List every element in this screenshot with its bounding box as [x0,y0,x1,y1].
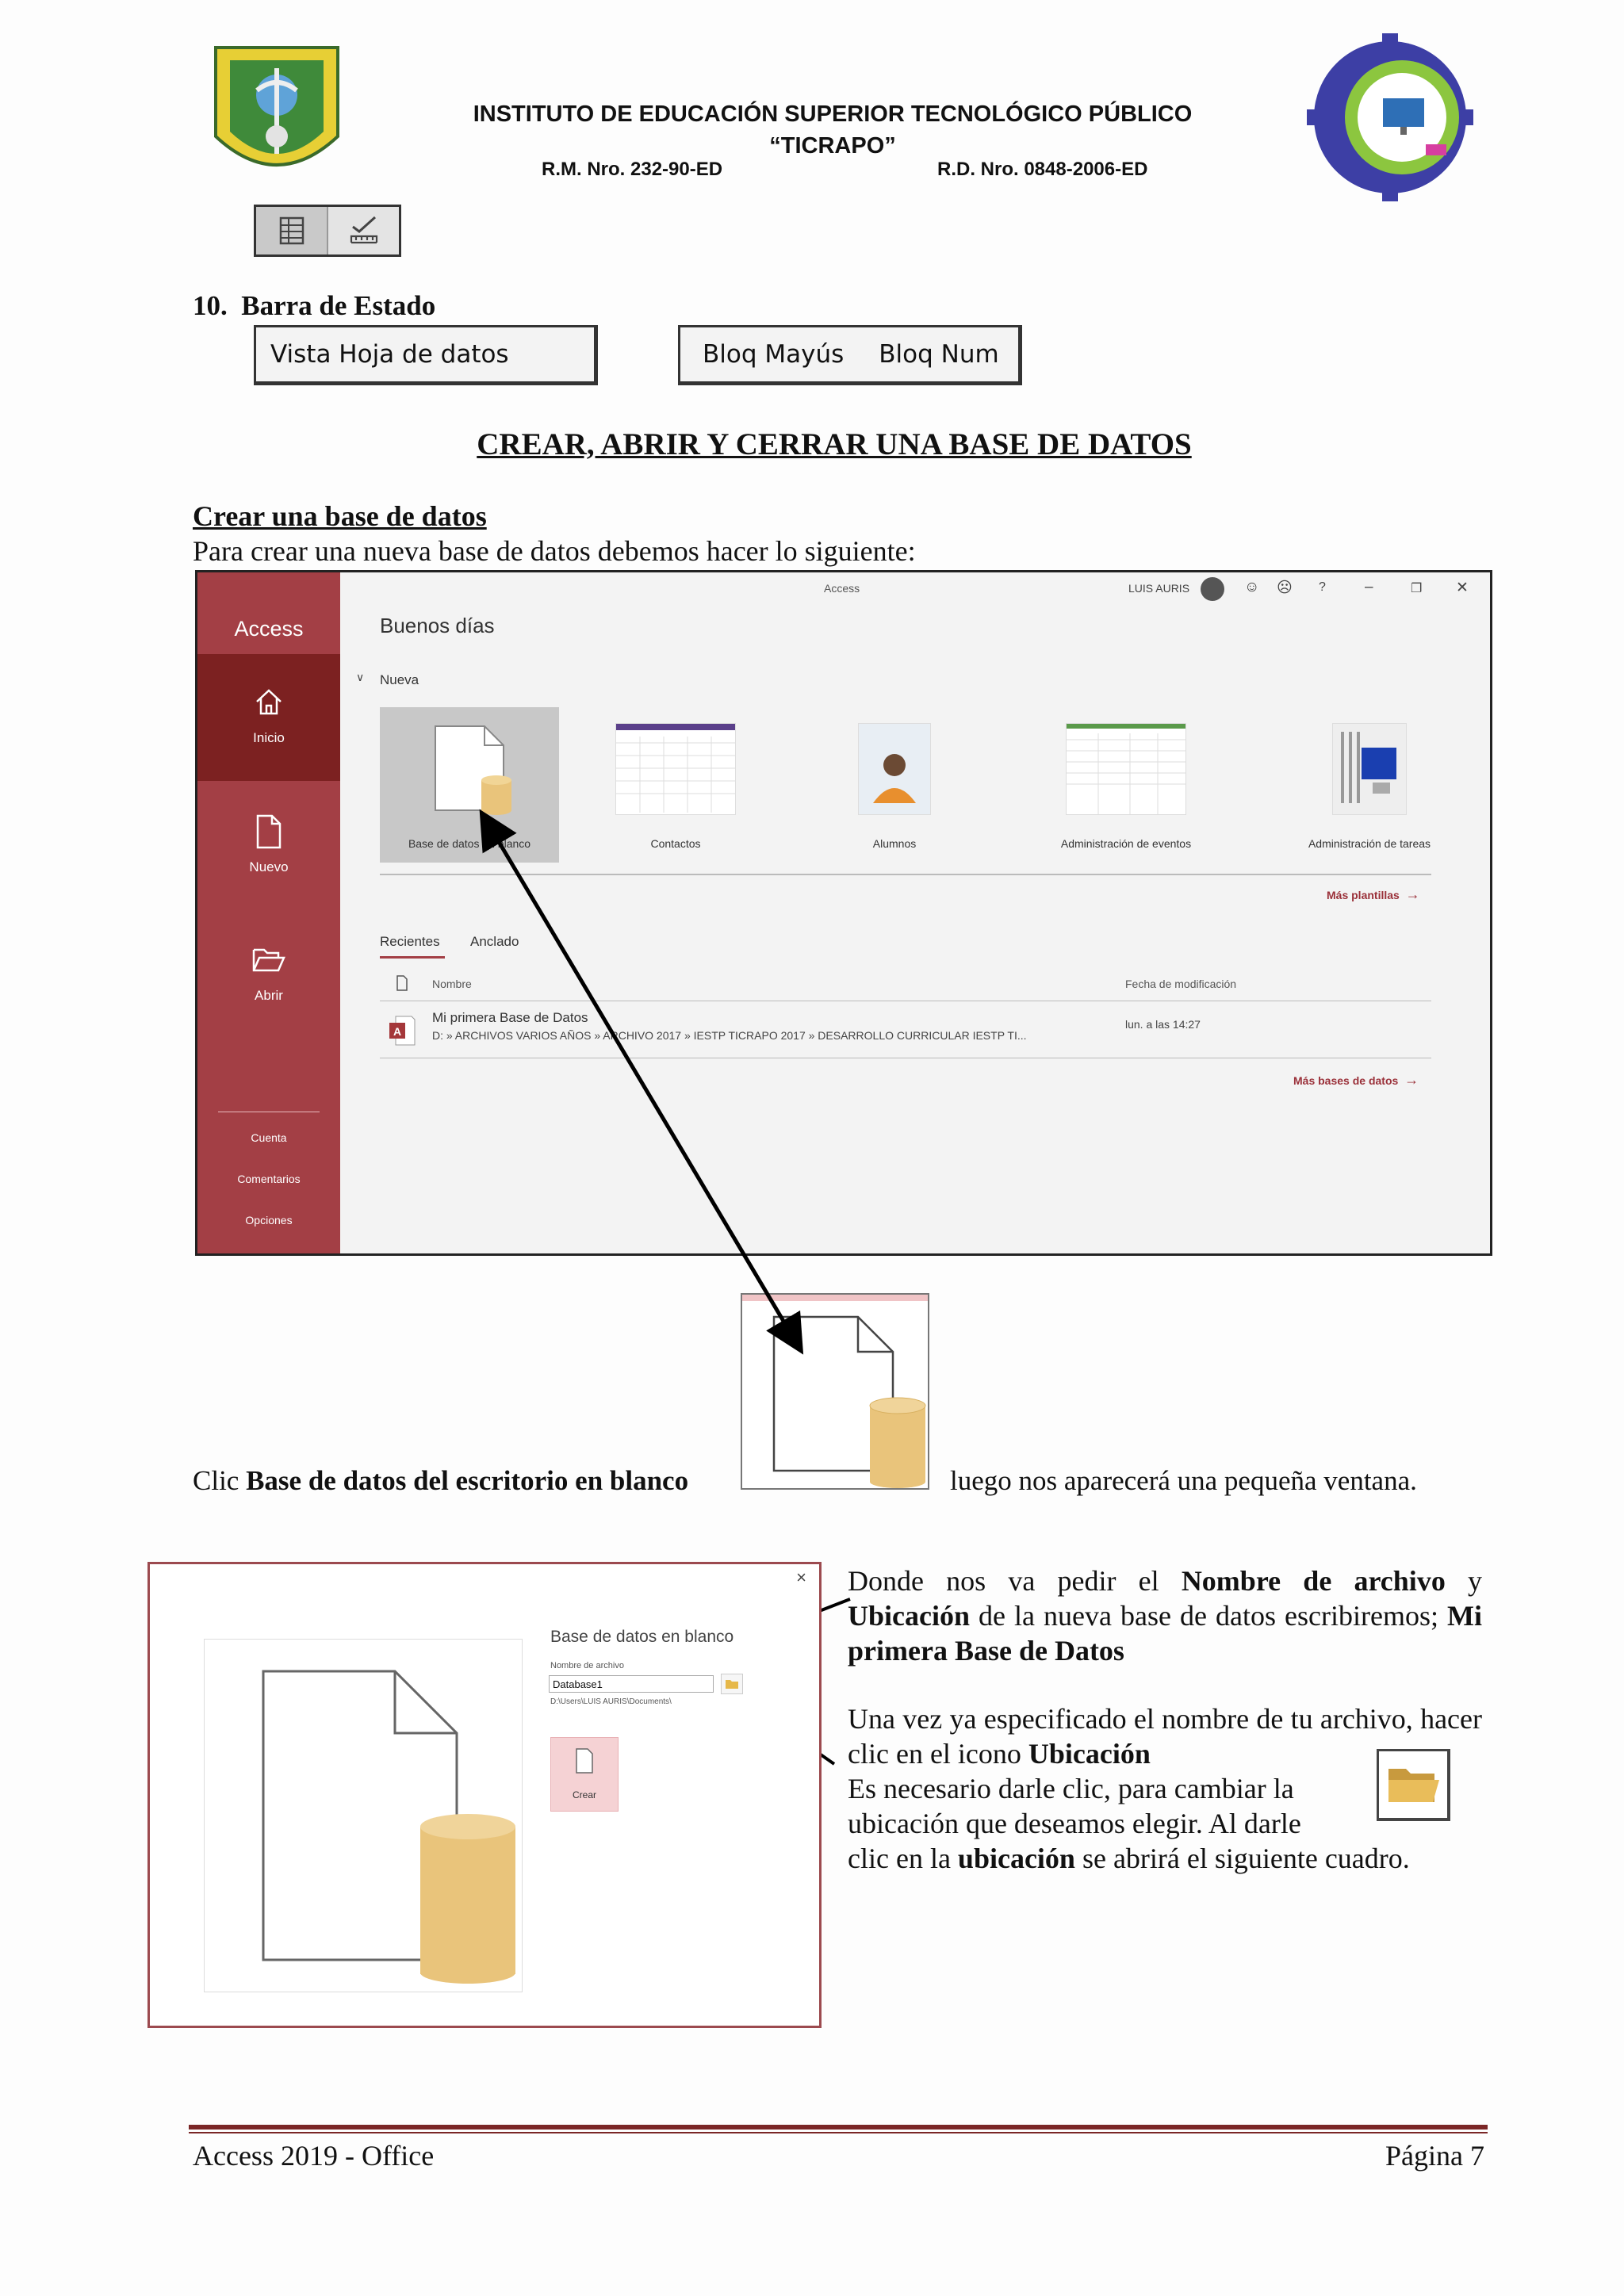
num-lock-indicator: Bloq Num [879,340,999,369]
nueva-label: Nueva [380,672,419,687]
paragraph-3-line-3 [848,1841,1482,1876]
intro-text: Para crear una nueva base de datos debemos hacer lo siguiente: [193,535,916,567]
dialog-close-icon[interactable]: × [796,1567,806,1587]
folder-icon [722,1674,742,1693]
nav-inicio[interactable]: Inicio [253,730,285,745]
frown-feedback-icon[interactable]: ☹ [1277,580,1293,596]
blank-db-dialog [147,1562,822,2028]
rm-number: R.M. Nro. 232-90-ED [542,159,723,180]
more-databases-label: Más bases de datos [1293,1074,1399,1087]
restore-button[interactable]: ❐ [1411,582,1423,595]
more-templates-label: Más plantillas [1327,889,1400,901]
footer-rule-thin [189,2132,1488,2133]
clic-prefix: Clic [193,1465,247,1496]
location-folder-icon [1377,1749,1450,1821]
p1-bold-2: Ubicación [848,1600,971,1632]
paragraph-1 [848,1563,1482,1668]
p1-bold-1: Nombre de archivo [1181,1565,1446,1597]
p1-text-2: y [1445,1565,1482,1597]
caps-lock-indicator: Bloq Mayús [703,340,845,369]
template-label: Contactos [650,837,701,850]
paragraph-3-line-2: ubicación que deseamos elegir. Al darle [848,1808,1301,1839]
page-number: Página 7 [1385,2140,1484,2172]
arrow-right-icon: → [1405,886,1420,902]
nav-comentarios[interactable]: Comentarios [237,1173,301,1185]
main-title: CREAR, ABRIR Y CERRAR UNA BASE DE DATOS [477,427,1192,461]
p3-text-1: clic en la [848,1843,958,1874]
p1-bold-3: Mi primera Base de Datos [848,1600,1482,1667]
paragraph-3-line-1: Es necesario darle clic, para cambiar la [848,1773,1294,1804]
filename-label: Nombre de archivo [550,1661,624,1670]
location-path: D:\Users\LUIS AURIS\Documents\ [550,1697,672,1706]
p1-text-3: de la nueva base de datos escribiremos; [970,1600,1448,1632]
clic-instruction [193,1465,688,1497]
recent-file-date: lun. a las 14:27 [1125,1018,1201,1031]
footer-left: Access 2019 - Office [193,2140,435,2172]
dialog-preview [204,1639,523,1992]
window-title: Access [824,582,860,595]
create-label: Crear [572,1789,596,1800]
p3-bold-1: ubicación [957,1843,1075,1874]
p3-text-2: se abrirá el siguiente cuadro. [1074,1843,1410,1874]
smile-feedback-icon[interactable]: ☺ [1244,579,1260,595]
nav-opciones[interactable]: Opciones [245,1214,293,1226]
rd-number: R.D. Nro. 0848-2006-ED [937,159,1148,180]
column-fecha[interactable]: Fecha de modificación [1125,978,1237,990]
institute-nickname: “TICRAPO” [769,133,896,159]
help-button[interactable]: ? [1319,580,1326,594]
close-button[interactable]: ✕ [1456,580,1469,596]
nav-cuenta[interactable]: Cuenta [251,1131,287,1144]
recent-file-name: Mi primera Base de Datos [432,1010,588,1025]
status-view-label: Vista Hoja de datos [270,340,509,369]
footer-rule [189,2125,1488,2130]
section-title: Barra de Estado [241,290,436,321]
p2-text-1: Una vez ya especificado el nombre de tu archivo, hacer clic en el icono [848,1703,1482,1770]
chevron-down-icon[interactable]: ∨ [356,671,365,683]
tab-recientes[interactable]: Recientes [380,934,440,949]
template-label: Administración de eventos [1060,837,1192,850]
svg-text:A: A [393,1025,402,1038]
arrow-right-icon: → [1404,1072,1419,1088]
p2-bold-1: Ubicación [1028,1738,1151,1770]
recent-file-path: D: » ARCHIVOS VARIOS AÑOS » ARCHIVO 2017 » IESTP TICRAPO 2017 » DESARROLLO CURRICULAR IESTP TI... [432,1029,1027,1042]
nav-nuevo[interactable]: Nuevo [249,859,289,874]
filename-input[interactable]: Database1 [549,1675,714,1693]
dialog-title: Base de datos en blanco [550,1628,734,1646]
subheading: Crear una base de datos [193,500,487,532]
greeting: Buenos días [380,614,495,637]
luego-text: luego nos aparecerá una pequeña ventana. [950,1465,1417,1496]
location-folder-button[interactable] [721,1674,743,1694]
minimize-button[interactable]: – [1365,579,1373,595]
template-label: Base de datos en blanco [408,837,531,850]
nav-abrir[interactable]: Abrir [255,988,283,1003]
app-brand: Access [234,617,304,641]
section-number: 10. [193,290,228,321]
user-name[interactable]: LUIS AURIS [1128,582,1190,595]
template-label: Administración de tareas [1308,837,1431,850]
p1-text-1: Donde nos va pedir el [848,1565,1182,1597]
create-button[interactable] [550,1737,619,1812]
clic-bold: Base de datos del escritorio en blanco [246,1465,689,1496]
column-nombre[interactable]: Nombre [432,978,472,990]
tab-anclado[interactable]: Anclado [470,934,519,949]
create-file-icon [551,1738,618,1785]
template-label: Alumnos [872,837,917,850]
institute-name: INSTITUTO DE EDUCACIÓN SUPERIOR TECNOLÓGICO PÚBLICO [473,101,1193,127]
